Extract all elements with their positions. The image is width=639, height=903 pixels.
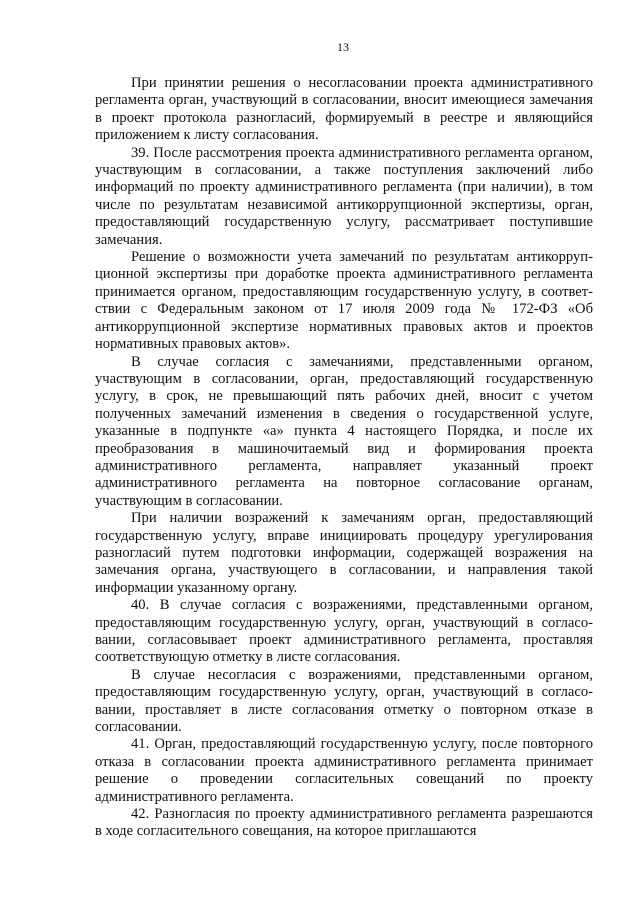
paragraph-40: 40. В случае согласия с возражениями, представленными органом, предоставляющим государственную услугу, орган, участвующий в согласовании, согласовывает проект административного регламента, проставляя соответствующую отметку в листе согласования. — [95, 597, 593, 666]
paragraph-objections: При наличии возражений к замечаниям орган, предоставляющий государственную услугу, вправе инициировать процедуру урегулирования разногласий путем подготовки информации, содержащей возражения на замечания органа, участвующего в согласовании, и направления такой информации указанному органу. — [95, 510, 593, 596]
paragraph-41: 41. Орган, предоставляющий государственную услугу, после повторного отказа в согласовании проекта административного регламента принимает решение о проведении согласительных совещаний по проекту административного регламента. — [95, 736, 593, 805]
paragraph-39: 39. После рассмотрения проекта административного регламента органом, участвующим в согласовании, а также поступления заключений либо информаций по проекту административного регламента (при наличии), в том числе по результатам независимой антикоррупционной экспертизы, орган, предоставляющий государственную услугу, рассматривает поступившие замечания. — [95, 144, 593, 248]
paragraph-42: 42. Разногласия по проекту административного регламента разрешаются в ходе согласительного совещания, на которое приглашаются — [95, 806, 593, 840]
page-number: 13 — [337, 40, 349, 54]
paragraph-disagreement-with-objections: В случае несогласия с возражениями, представленными органом, предоставляющим государственную услугу, орган, участвующий в согласовании, проставляет в листе согласования отметку о повторном отказе в согласовании. — [95, 666, 593, 736]
paragraph-agreement-with-remarks: В случае согласия с замечаниями, представленными органом, участвующим в согласовании, орган, предоставляющий государственную услугу, в срок, не превышающий пять рабочих дней, вносит с учетом полученных замечаний изменения в сведения о государственной услуге, указанные в подпункте «а» пункта 4 настоящего Порядка, и после их преобразования в машиночитаемый вид и формирования проекта административного регламента, направляет указанный проект административного регламента на повторное согласование органам, участвующим в согласовании. — [95, 353, 593, 509]
paragraph-disagreement-decision: При принятии решения о несогласовании проекта административного регламента орган, участвующий в согласовании, вносит имеющиеся замечания в проект протокола разногласий, формируемый в реестре и являющийся приложением к листу согласования. — [95, 75, 593, 144]
paragraph-anticorruption-decision: Решение о возможности учета замечаний по результатам антикоррупционной экспертизы при доработке проекта административного регламента принимается органом, предоставляющим государственную услугу, в соответствии с Федеральным законом от 17 июля 2009 года № 172-ФЗ «Об антикоррупционной экспертизе нормативных правовых актов и проектов нормативных правовых актов». — [95, 249, 593, 353]
